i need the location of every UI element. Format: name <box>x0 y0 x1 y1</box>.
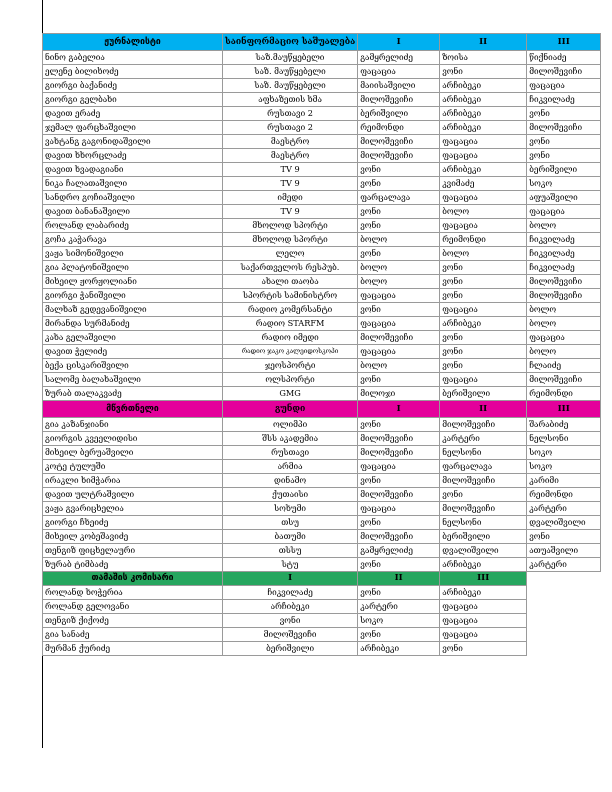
table-row <box>43 219 601 233</box>
column-header: I <box>358 34 440 51</box>
table-cell: რეიმონდი <box>527 488 601 502</box>
table-cell: ბექა ცისკარიშვილი <box>43 359 223 373</box>
table-cell: ფარცალავა <box>440 460 527 474</box>
column-header: ჟურნალისტი <box>43 34 223 51</box>
table-cell: ბოლო <box>358 261 440 275</box>
table-row <box>43 460 601 474</box>
table-cell: ფაცაცია <box>440 191 527 205</box>
table-cell: მილოშევიჩი <box>358 331 440 345</box>
table-row <box>43 418 601 432</box>
table-cell: ზურაბ თალაკვაძე <box>43 387 223 401</box>
table-cell: რეიმონდი <box>527 387 601 401</box>
table-row <box>43 303 601 317</box>
table-cell: სალომე ბალახაშვილი <box>43 373 223 387</box>
table-cell: მილოშევიჩი <box>358 149 440 163</box>
table-cell: დავით ხხორცლაძე <box>43 149 223 163</box>
table-cell: ოლიმპი <box>223 418 358 432</box>
table-cell: ვონი <box>358 628 440 642</box>
table-row <box>43 586 601 600</box>
table-cell: მილოშევიჩი <box>527 65 601 79</box>
table-cell: ბოლო <box>440 205 527 219</box>
table-cell: საქართველოს რესპუბ. <box>223 261 358 275</box>
table-cell: შარაბიძე <box>527 418 601 432</box>
table-cell: როლანდ ხოჭერია <box>43 586 223 600</box>
table-cell: ვონი <box>358 586 440 600</box>
table-cell: ჩიკვილაძე <box>527 247 601 261</box>
table-cell: არჩიბეკი <box>440 79 527 93</box>
table-cell: რადიო კომერსანტი <box>223 303 358 317</box>
table-row <box>43 247 601 261</box>
table-cell: ბოლო <box>358 275 440 289</box>
table-cell: ფაცაცია <box>440 614 527 628</box>
table-cell: სპორტის სამინისტრო <box>223 289 358 303</box>
table-cell: სოკო <box>358 614 440 628</box>
table-cell: მილოშევიჩი <box>440 418 527 432</box>
table-cell: რადიო იმედი <box>223 331 358 345</box>
table-row <box>43 289 601 303</box>
table-row <box>43 121 601 135</box>
table-cell: გიორგი ჭანიშვილი <box>43 289 223 303</box>
table-cell: ფარცალავა <box>358 191 440 205</box>
votes-table-body <box>43 34 601 656</box>
column-header: II <box>440 34 527 51</box>
table-row <box>43 373 601 387</box>
table-cell: არჩიბეკი <box>440 586 527 600</box>
table-cell: ბოლო <box>440 247 527 261</box>
table-cell: მილოშევიჩი <box>358 93 440 107</box>
table-cell: დავით ბანანაშვილი <box>43 205 223 219</box>
table-cell: ფაცაცია <box>358 65 440 79</box>
table-cell: მირანდა სურმანიძე <box>43 317 223 331</box>
table-cell: ზოისა <box>440 51 527 65</box>
table-cell: რუსთავი <box>223 446 358 460</box>
table-cell: ფაცაცია <box>358 502 440 516</box>
table-cell: დინამო <box>223 474 358 488</box>
table-cell: არჩიბეკი <box>223 600 358 614</box>
table-cell: ჩლაიძე <box>527 359 601 373</box>
column-header: I <box>223 572 358 586</box>
table-cell: მილოშევიჩი <box>358 446 440 460</box>
table-cell: TV 9 <box>223 163 358 177</box>
table-cell: ბერიშვილი <box>440 387 527 401</box>
table-cell: როლანდ ლაბარიძე <box>43 219 223 233</box>
table-cell: ჯეოსპორტი <box>223 359 358 373</box>
table-cell: კარტერი <box>527 558 601 572</box>
table-cell: მაესტრო <box>223 135 358 149</box>
table-cell: თენგიზ ფიცხელაური <box>43 544 223 558</box>
table-cell: კოტე ტულუში <box>43 460 223 474</box>
table-cell: დვალიშვილი <box>440 544 527 558</box>
table-cell: ბოლო <box>527 219 601 233</box>
table-cell: გიორგი ჩხეიძე <box>43 516 223 530</box>
empty-cell <box>527 586 601 600</box>
table-row <box>43 65 601 79</box>
table-cell: ოლსპორტი <box>223 373 358 387</box>
table-cell: მაესტრო <box>223 149 358 163</box>
table-cell: კარტერი <box>358 600 440 614</box>
table-cell: ზურაბ ტიმბაძე <box>43 558 223 572</box>
table-cell: ვონი <box>358 373 440 387</box>
column-header: გუნდი <box>223 401 358 418</box>
table-cell: ვონი <box>527 530 601 544</box>
table-cell: ვონი <box>440 359 527 373</box>
table-cell: არჩიბეკი <box>440 558 527 572</box>
table-cell: აფხაზეთის ხმა <box>223 93 358 107</box>
table-cell: გამყრელიძე <box>358 544 440 558</box>
table-cell: ნელსონი <box>440 516 527 530</box>
table-row <box>43 502 601 516</box>
table-cell: თსუ <box>223 516 358 530</box>
table-cell: ფაცაცია <box>440 600 527 614</box>
table-cell: ჩიკვილაძე <box>223 586 358 600</box>
table-cell: ვონი <box>358 177 440 191</box>
table-cell: ნინო გაბელია <box>43 51 223 65</box>
table-cell: მიხეილ კობეშავიძე <box>43 530 223 544</box>
table-cell: ვონი <box>358 303 440 317</box>
table-cell: ბერიშვილი <box>223 642 358 656</box>
table-row <box>43 516 601 530</box>
table-row <box>43 474 601 488</box>
table-cell: ვონი <box>358 219 440 233</box>
table-cell: ირაკლი ხიმჭარია <box>43 474 223 488</box>
table-cell: არჩიბეკი <box>440 317 527 331</box>
table-cell: შსს აკადემია <box>223 432 358 446</box>
table-row <box>43 177 601 191</box>
table-row <box>43 191 601 205</box>
table-row <box>43 79 601 93</box>
table-cell: რადიო ჯაკო კალეიდოსკოპი <box>223 345 358 359</box>
table-cell: სოხუმი <box>223 502 358 516</box>
table-cell: ვახტანგ გაგონიდაშვილი <box>43 135 223 149</box>
table-cell: წიქნიაძე <box>527 51 601 65</box>
table-cell: იმედი <box>223 191 358 205</box>
table-cell: ვონი <box>358 558 440 572</box>
table-cell: როლანდ გელოვანი <box>43 600 223 614</box>
column-header: II <box>358 572 440 586</box>
table-cell: მილოშევიჩი <box>527 373 601 387</box>
table-cell: ბათუმი <box>223 530 358 544</box>
table-cell: ფაცაცია <box>358 317 440 331</box>
table-cell: მხოლოდ სპორტი <box>223 233 358 247</box>
table-cell: ფაცაცია <box>358 345 440 359</box>
column-header: III <box>527 401 601 418</box>
table-cell: ვაჟა გვარიცხელია <box>43 502 223 516</box>
table-cell: მილოშევიჩი <box>358 488 440 502</box>
table-cell: ფაცაცია <box>440 373 527 387</box>
table-cell: არმია <box>223 460 358 474</box>
table-cell: არჩიბეკი <box>440 107 527 121</box>
table-cell: ახალი თაობა <box>223 275 358 289</box>
table-cell: გია პლატონიშვილი <box>43 261 223 275</box>
table-cell: მილოშევიჩი <box>527 275 601 289</box>
table-cell: TV 9 <box>223 177 358 191</box>
table-cell: ბოლო <box>527 317 601 331</box>
table-cell: სოკო <box>527 460 601 474</box>
table-cell: არჩიბეკი <box>440 163 527 177</box>
table-cell: ვონი <box>440 275 527 289</box>
table-cell: ნელსონი <box>440 446 527 460</box>
coaches-header-row <box>43 401 601 418</box>
table-cell: ვონი <box>358 418 440 432</box>
empty-cell <box>527 600 601 614</box>
table-cell: გიორგი ბაქანიძე <box>43 79 223 93</box>
table-cell: ნელსონი <box>527 432 601 446</box>
table-row <box>43 205 601 219</box>
table-cell: თენგიზ ქიქოძე <box>43 614 223 628</box>
table-cell: მილოშევიჩი <box>223 628 358 642</box>
table-cell: საზ. მაუწყებელი <box>223 65 358 79</box>
table-cell: გამყრელიძე <box>358 51 440 65</box>
table-row <box>43 317 601 331</box>
table-cell: ფაცაცია <box>440 219 527 233</box>
table-cell: ვონი <box>440 289 527 303</box>
table-cell: რუსთავი 2 <box>223 107 358 121</box>
table-cell: ბოლო <box>527 345 601 359</box>
table-cell: ვონი <box>527 107 601 121</box>
voting-sheet <box>42 33 601 656</box>
table-cell: დავით ჭელიძე <box>43 345 223 359</box>
table-cell: ვონი <box>358 163 440 177</box>
table-cell: კარტერი <box>527 502 601 516</box>
table-cell: მილოჯი <box>358 387 440 401</box>
table-cell: მალხაზ გედევანიშვილი <box>43 303 223 317</box>
table-cell: მიხეილ ბერუაშვილი <box>43 446 223 460</box>
table-row <box>43 331 601 345</box>
table-cell: მურმან ქურიძე <box>43 642 223 656</box>
table-cell: ვონი <box>440 345 527 359</box>
empty-cell <box>527 628 601 642</box>
table-cell: დავით ერაძე <box>43 107 223 121</box>
table-cell: მილოშევიჩი <box>527 289 601 303</box>
table-cell: ფაცაცია <box>440 149 527 163</box>
column-header: საინფორმაციო საშუალება <box>223 34 358 51</box>
table-cell: ვონი <box>358 247 440 261</box>
table-row <box>43 558 601 572</box>
table-cell: GMG <box>223 387 358 401</box>
table-cell: მილოშევიჩი <box>527 121 601 135</box>
table-cell: არჩიბეკი <box>358 642 440 656</box>
table-cell: დავით ულტრაშვილი <box>43 488 223 502</box>
table-cell: მხოლოდ სპორტი <box>223 219 358 233</box>
column-header: თამაშის კომისარი <box>43 572 223 586</box>
table-cell: TV 9 <box>223 205 358 219</box>
column-header: III <box>440 572 527 586</box>
table-row <box>43 359 601 373</box>
table-cell: სანდრო გოჩიაშვილი <box>43 191 223 205</box>
table-cell: ელენე ბილიხოძე <box>43 65 223 79</box>
table-row <box>43 600 601 614</box>
table-row <box>43 275 601 289</box>
table-cell: ფაცაცია <box>358 289 440 303</box>
table-cell: რეიმონდი <box>358 121 440 135</box>
table-cell: არჩიბეკი <box>440 93 527 107</box>
table-row <box>43 544 601 558</box>
table-cell: რადიო STARFM <box>223 317 358 331</box>
table-cell: მაიისაშვილი <box>358 79 440 93</box>
table-cell: ვონი <box>440 642 527 656</box>
table-cell: მიხეილ ჟორჟოლიანი <box>43 275 223 289</box>
table-row <box>43 628 601 642</box>
table-cell: ჩიკვილაძე <box>527 93 601 107</box>
table-cell: ათუაშვილი <box>527 544 601 558</box>
table-row <box>43 135 601 149</box>
column-header: I <box>358 401 440 418</box>
table-cell: გია კაზანჯიანი <box>43 418 223 432</box>
table-cell: ვონი <box>527 149 601 163</box>
table-cell: დავით ხვადაგიანი <box>43 163 223 177</box>
table-cell: დვალიშვილი <box>527 516 601 530</box>
table-cell: ვონი <box>440 488 527 502</box>
table-cell: არჩიბეკი <box>440 121 527 135</box>
table-cell: მილოშევიჩი <box>440 474 527 488</box>
table-cell: კარიმი <box>527 474 601 488</box>
table-cell: ვონი <box>440 261 527 275</box>
empty-cell <box>527 614 601 628</box>
table-cell: აფუაშვილი <box>527 191 601 205</box>
table-cell: მილოშევიჩი <box>358 135 440 149</box>
table-row <box>43 163 601 177</box>
table-row <box>43 642 601 656</box>
table-cell: ლელო <box>223 247 358 261</box>
table-cell: ვონი <box>527 135 601 149</box>
table-row <box>43 488 601 502</box>
table-cell: ნიკა ჩალათაშვილი <box>43 177 223 191</box>
table-cell: სოკო <box>527 177 601 191</box>
journalists-header-row <box>43 34 601 51</box>
commissioners-header-row <box>43 572 601 586</box>
table-cell: ბოლო <box>527 303 601 317</box>
table-cell: კახა გელაშვილი <box>43 331 223 345</box>
table-cell: ფაცაცია <box>440 135 527 149</box>
table-cell: საზ.მაუწყებელი <box>223 51 358 65</box>
table-cell: მილოშევიჩი <box>358 432 440 446</box>
table-cell: სტუ <box>223 558 358 572</box>
table-row <box>43 614 601 628</box>
table-cell: ჯემალ ფარცხაშვილი <box>43 121 223 135</box>
table-cell: კარტერი <box>440 432 527 446</box>
table-cell: ბერიშვილი <box>440 530 527 544</box>
table-cell: გიორგის კვეელიდისი <box>43 432 223 446</box>
table-cell: ბერიშვილი <box>358 107 440 121</box>
table-row <box>43 261 601 275</box>
empty-cell <box>527 642 601 656</box>
table-cell: თსსუ <box>223 544 358 558</box>
table-cell: ბოლო <box>358 359 440 373</box>
table-cell: რუსთავი 2 <box>223 121 358 135</box>
table-cell: გოჩა კაჭარავა <box>43 233 223 247</box>
table-cell: ვონი <box>358 205 440 219</box>
table-cell: ფაცაცია <box>440 628 527 642</box>
table-row <box>43 446 601 460</box>
table-row <box>43 93 601 107</box>
column-header: მწვრთნელი <box>43 401 223 418</box>
empty-cell <box>527 572 601 586</box>
table-cell: სოკო <box>527 446 601 460</box>
table-cell: რეიმონდი <box>440 233 527 247</box>
table-cell: ფაცაცია <box>527 331 601 345</box>
table-row <box>43 345 601 359</box>
table-row <box>43 149 601 163</box>
table-cell: ვონი <box>358 474 440 488</box>
column-header: III <box>527 34 601 51</box>
table-cell: ფაცაცია <box>358 460 440 474</box>
table-cell: ქუთაისი <box>223 488 358 502</box>
table-cell: მილოშევიჩი <box>440 502 527 516</box>
table-cell: ვონი <box>223 614 358 628</box>
table-row <box>43 51 601 65</box>
table-cell: ვონი <box>440 65 527 79</box>
table-row <box>43 387 601 401</box>
table-cell: გია სანაძე <box>43 628 223 642</box>
table-cell: ბოლო <box>358 233 440 247</box>
votes-table <box>42 33 601 656</box>
table-cell: ჩიკვილაძე <box>527 261 601 275</box>
table-cell: გიორგი გელბახი <box>43 93 223 107</box>
table-row <box>43 233 601 247</box>
column-header: II <box>440 401 527 418</box>
table-cell: ვონი <box>440 331 527 345</box>
table-cell: ჩიკვილაძე <box>527 233 601 247</box>
table-cell: ფაცაცია <box>440 303 527 317</box>
table-cell: მილოშევიჩი <box>358 530 440 544</box>
table-cell: ფაცაცია <box>527 205 601 219</box>
table-cell: ფაცაცია <box>527 79 601 93</box>
table-row <box>43 432 601 446</box>
table-cell: საზ. მაუწყებელი <box>223 79 358 93</box>
table-cell: კვიმაძე <box>440 177 527 191</box>
table-cell: ვონი <box>358 516 440 530</box>
table-cell: ვაჟა სიმონიშვილი <box>43 247 223 261</box>
table-cell: ბერიშვილი <box>527 163 601 177</box>
table-row <box>43 107 601 121</box>
table-row <box>43 530 601 544</box>
